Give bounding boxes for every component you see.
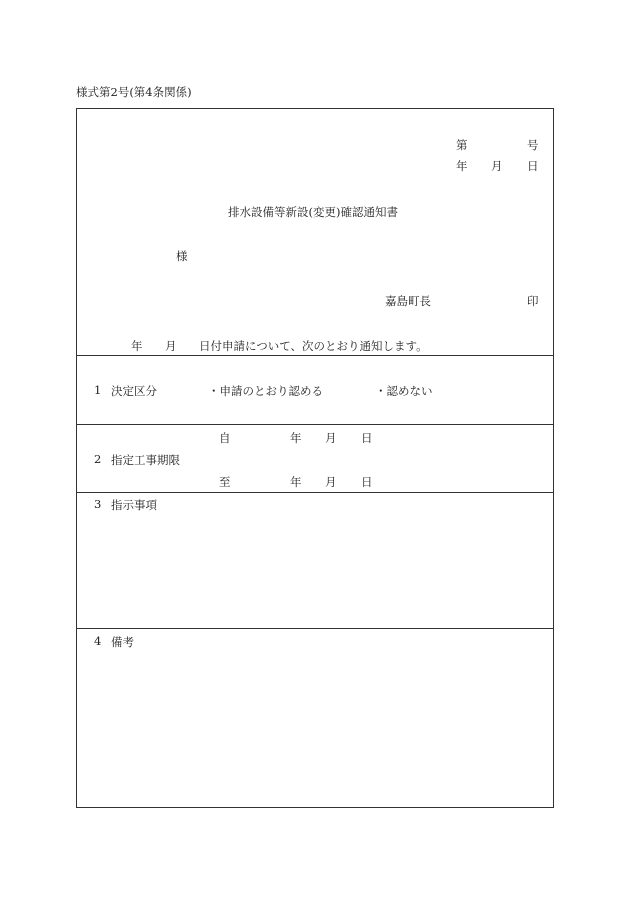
section4-label: 備考 [111, 635, 134, 649]
seal-mark: 印 [527, 294, 539, 308]
section2-number: 2 [94, 452, 102, 466]
to-day-label: 日 [361, 475, 373, 489]
intro-month-label: 月 [165, 339, 177, 353]
section3-label: 指示事項 [111, 498, 157, 512]
divider [76, 355, 554, 356]
section3-number: 3 [94, 497, 102, 511]
issuer-name: 嘉島町長 [385, 294, 431, 308]
from-year-label: 年 [290, 431, 302, 445]
date-month-label: 月 [491, 159, 503, 173]
document-title: 排水設備等新設(変更)確認通知書 [228, 205, 398, 219]
form-number: 様式第2号(第4条関係) [76, 85, 192, 99]
divider [76, 424, 554, 425]
section2-label: 指定工事期限 [111, 453, 180, 467]
to-year-label: 年 [290, 475, 302, 489]
number-suffix: 号 [527, 138, 539, 152]
decision-option-approve: ・申請のとおり認める [208, 384, 323, 398]
to-month-label: 月 [325, 475, 337, 489]
decision-option-deny: ・認めない [375, 384, 433, 398]
from-day-label: 日 [361, 431, 373, 445]
intro-text: 日付申請について、次のとおり通知します。 [199, 339, 428, 353]
section4-number: 4 [94, 634, 102, 648]
date-day-label: 日 [527, 159, 539, 173]
addressee-suffix: 様 [176, 249, 188, 263]
period-to-label: 至 [219, 475, 231, 489]
section1-number: 1 [94, 383, 102, 397]
period-from-label: 自 [219, 431, 231, 445]
number-prefix: 第 [456, 138, 468, 152]
intro-year-label: 年 [131, 339, 143, 353]
divider [76, 628, 554, 629]
divider [76, 492, 554, 493]
date-year-label: 年 [456, 159, 468, 173]
from-month-label: 月 [325, 431, 337, 445]
section1-label: 決定区分 [111, 384, 157, 398]
